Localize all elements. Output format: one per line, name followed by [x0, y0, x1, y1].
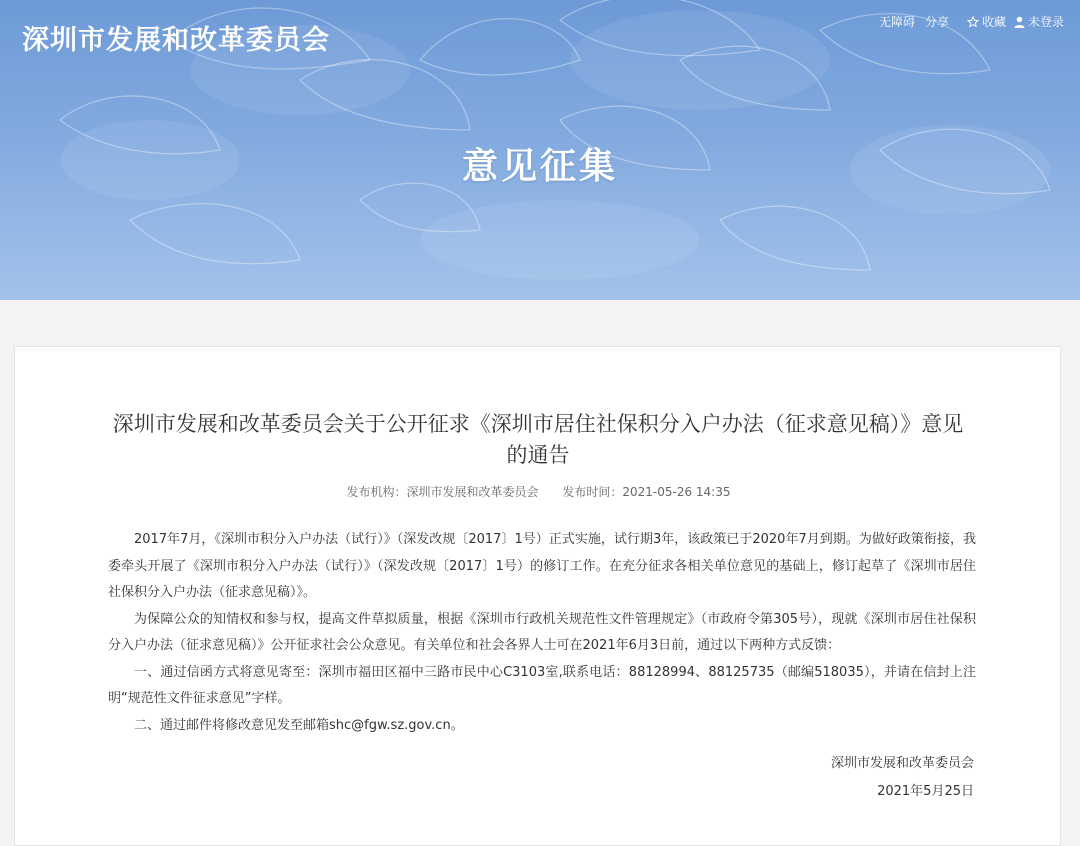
article-body [108, 527, 976, 739]
site-title[interactable]: 深圳市发展和改革委员会 [22, 25, 330, 56]
user-icon [1014, 16, 1025, 28]
article-paragraph: 为保障公众的知情权和参与权，提高文件草拟质量，根据《深圳市行政机关规范性文件管理规定》（市政府令第305号），现就《深圳市居住社保积分入户办法（征求意见稿）》公开征求社会公众意见。有关单位和社会各界人士可在2021年6月3日前，通过以下两种方式反馈： [108, 611, 976, 653]
article-card [14, 346, 1061, 846]
header-banner [0, 0, 1080, 300]
favorite-link[interactable] [967, 13, 1006, 30]
article-title: 深圳市发展和改革委员会关于公开征求《深圳市居住社保积分入户办法（征求意见稿）》意见的通告 [112, 412, 964, 467]
article-paragraph: 二、通过邮件将修改意见发至邮箱shc@fgw.sz.gov.cn。 [134, 717, 464, 733]
signoff-org: 深圳市发展和改革委员会 [830, 756, 974, 771]
share-link[interactable] [925, 13, 949, 30]
top-toolbar [879, 13, 1064, 30]
article-meta [15, 483, 1062, 500]
publish-time-value: 2021-05-26 14:35 [622, 485, 731, 499]
banner-heading: 意见征集 [461, 146, 618, 187]
publisher-label: 发布机构： [346, 485, 407, 499]
publish-time-meta [562, 485, 730, 499]
favorite-label: 收藏 [981, 15, 1006, 29]
article-signoff [831, 750, 974, 806]
accessibility-link[interactable] [879, 13, 915, 30]
login-label: 未登录 [1027, 15, 1064, 29]
publisher-value: 深圳市发展和改革委员会 [406, 485, 539, 499]
article-paragraph: 2017年7月，《深圳市积分入户办法（试行）》（深发改规〔2017〕1号）正式实施，试行期3年，该政策已于2020年7月到期。为做好政策衔接，我委牵头开展了《深圳市积分入户办法（试行）》（深发改规〔2017〕1号）的修订工作。在充分征求各相关单位意见的基础上，修订起草了《深圳市居住社保积分入户办法（征求意见稿）》。 [108, 532, 976, 600]
publish-time-label: 发布时间： [562, 485, 623, 499]
article-paragraph: 一、通过信函方式将意见寄至：深圳市福田区福中三路市民中心C3103室,联系电话：88128994、88125735（邮编518035），并请在信封上注明“规范性文件征求意见”字样。 [108, 664, 976, 706]
star-icon [967, 16, 979, 28]
login-link[interactable] [1014, 13, 1064, 30]
signoff-date: 2021年5月25日 [877, 784, 974, 799]
share-label: 分享 [924, 15, 949, 29]
publisher-meta [346, 485, 538, 499]
accessibility-label: 无障碍 [878, 15, 915, 29]
